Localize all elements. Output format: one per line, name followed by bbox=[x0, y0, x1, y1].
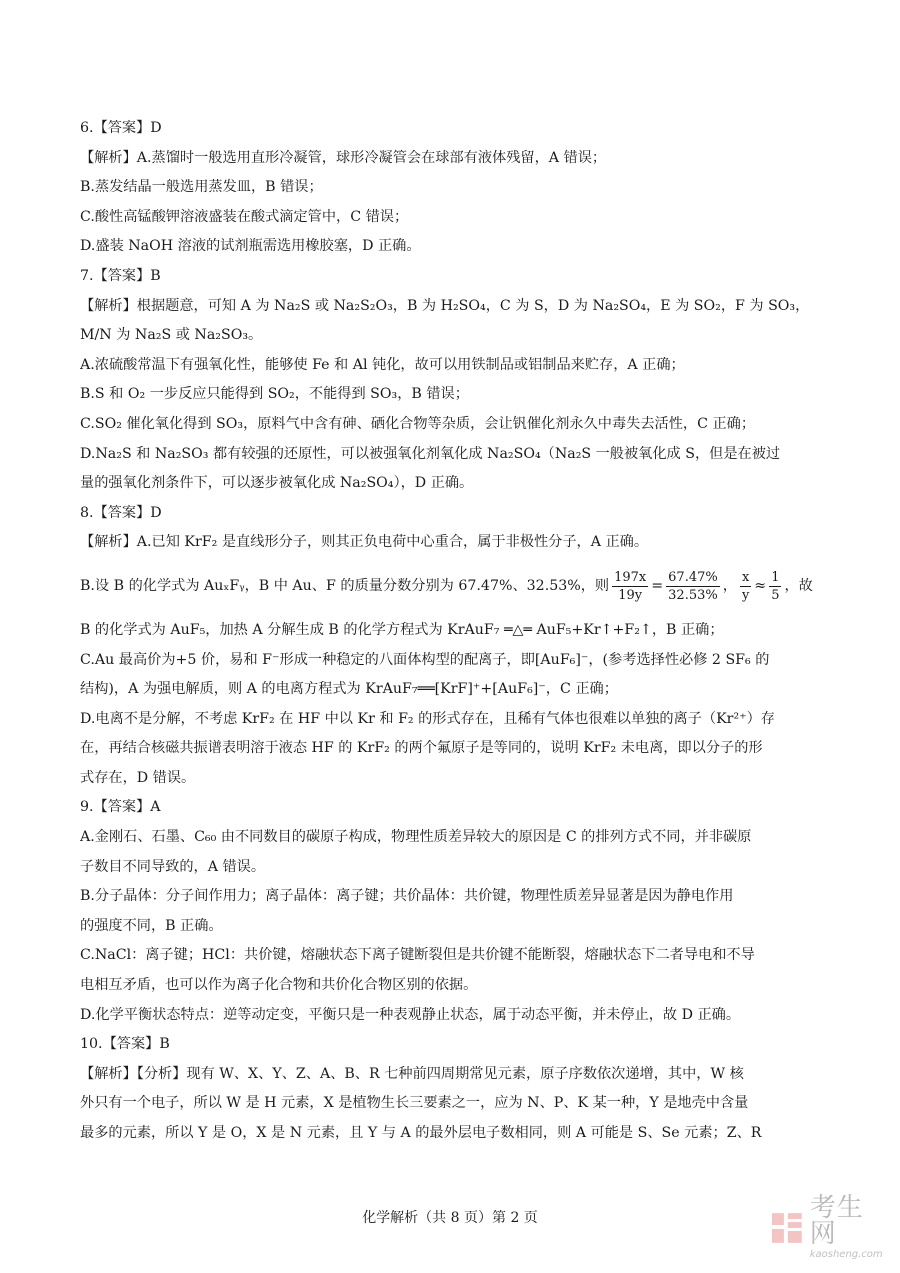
q10-analysis-cont2: 最多的元素，所以 Y 是 O，X 是 N 元素，且 Y 与 A 的最外层电子数相同，则 A 可能是 S、Se 元素；Z、R bbox=[80, 1125, 762, 1141]
q7-analysis-intro: 【解析】根据题意，可知 A 为 Na₂S 或 Na₂S₂O₃，B 为 H₂SO₄，C 为 S，D 为 Na₂SO₄，E 为 SO₂，F 为 SO₃， bbox=[80, 297, 810, 314]
fraction-numerator: 1 bbox=[771, 570, 780, 586]
q6-analysis-a: 【解析】A.蒸馏时一般选用直形冷凝管，球形冷凝管会在球部有液体残留，A 错误； bbox=[80, 149, 607, 166]
q10-answer: 10.【答案】B bbox=[80, 1036, 170, 1053]
q6-analysis-b: B.蒸发结晶一般选用蒸发皿，B 错误； bbox=[80, 179, 323, 196]
fraction-numerator: x bbox=[741, 570, 750, 586]
watermark bbox=[770, 1193, 890, 1260]
fraction-denominator: 5 bbox=[771, 588, 780, 604]
q6-analysis-d: D.盛装 NaOH 溶液的试剂瓶需选用橡胶塞，D 正确。 bbox=[80, 238, 421, 255]
fraction-numerator: 67.47% bbox=[668, 570, 718, 586]
q9-analysis-c-cont: 电相互矛盾，也可以作为离子化合物和共价化合物区别的依据。 bbox=[80, 977, 478, 994]
q9-answer: 9.【答案】A bbox=[80, 799, 161, 816]
formula-suffix: ，故 bbox=[784, 578, 813, 595]
q9-analysis-b-cont: 的强度不同，B 正确。 bbox=[80, 917, 223, 934]
q8-analysis-c: C.Au 最高价为+5 价，易和 F⁻形成一种稳定的八面体构型的配离子，即[AuF₆]⁻，(参考选择性必修 2 SF₆ 的 bbox=[80, 651, 770, 668]
watermark-brand: 考生网 bbox=[809, 1193, 864, 1249]
fraction-1-5 bbox=[769, 569, 781, 604]
q7-analysis-d: D.Na₂S 和 Na₂SO₃ 都有较强的还原性，可以被强氧化剂氧化成 Na₂SO₄（Na₂S 一般被氧化成 S，但是在被过 bbox=[80, 445, 781, 462]
equals-sign: = bbox=[651, 578, 664, 595]
q7-analysis-c: C.SO₂ 催化氧化得到 SO₃，原料气中含有砷、硒化合物等杂质，会让钒催化剂永久中毒失去活性，C 正确； bbox=[80, 415, 756, 432]
q9-analysis-c: C.NaCl：离子键；HCl：共价键，熔融状态下离子键断裂但是共价键不能断裂，熔融状态下二者导电和不导 bbox=[80, 947, 755, 964]
approx-sign: ≈ bbox=[754, 578, 767, 595]
q8-analysis-c-cont: 结构)，A 为强电解质，则 A 的电离方程式为 KrAuF₇══[KrF]⁺+[AuF₆]⁻，C 正确； bbox=[80, 681, 618, 698]
kaosheng-logo-icon bbox=[770, 1211, 804, 1245]
fraction-denominator: 19y bbox=[618, 588, 643, 604]
q7-analysis-b: B.S 和 O₂ 一步反应只能得到 SO₂，不能得到 SO₃，B 错误； bbox=[80, 386, 469, 403]
fraction-numerator: 197x bbox=[614, 570, 647, 586]
fraction-denominator: 32.53% bbox=[668, 588, 718, 604]
q8-analysis-d-cont: 在，再结合核磁共振谱表明溶于液态 HF 的 KrF₂ 的两个氟原子是等同的，说明 KrF₂ 未电离，即以分子的形 bbox=[80, 740, 763, 757]
watermark-text bbox=[810, 1195, 890, 1260]
q8-answer: 8.【答案】D bbox=[80, 504, 162, 521]
q8-analysis-b-formula bbox=[80, 558, 822, 616]
q9-analysis-a-cont: 子数目不同导致的，A 错误。 bbox=[80, 858, 266, 875]
fraction-percent bbox=[666, 569, 720, 604]
fraction-x-y bbox=[740, 569, 751, 604]
q7-analysis-a: A.浓硫酸常温下有强氧化性，能够使 Fe 和 Al 钝化，故可以用铁制品或铝制品来贮存，A 正确； bbox=[80, 356, 685, 373]
q10-analysis: 【解析】【分析】现有 W、X、Y、Z、A、B、R 七种前四周期常见元素，原子序数依次递增，其中，W 核 bbox=[80, 1065, 744, 1082]
q6-answer: 6.【答案】D bbox=[80, 120, 162, 136]
watermark-url: kaosheng.com bbox=[809, 1249, 883, 1260]
q9-analysis-b: B.分子晶体：分子间作用力；离子晶体：离子键；共价晶体：共价键，物理性质差异显著是因为静电作用 bbox=[80, 888, 734, 905]
q6-analysis-c: C.酸性高锰酸钾溶液盛装在酸式滴定管中，C 错误； bbox=[80, 208, 409, 225]
fraction-denominator: y bbox=[741, 588, 750, 604]
q8-analysis-d: D.电离不是分解，不考虑 KrF₂ 在 HF 中以 Kr 和 F₂ 的形式存在，且稀有气体也很难以单独的离子（Kr²⁺）存 bbox=[80, 710, 775, 727]
page-footer: 化学解析（共 8 页）第 2 页 bbox=[362, 1210, 538, 1226]
q9-analysis-a: A.金刚石、石墨、C₆₀ 由不同数目的碳原子构成，物理性质差异较大的原因是 C 的排列方式不同，并非碳原 bbox=[80, 829, 752, 846]
formula-prefix: B.设 B 的化学式为 AuₓFᵧ，B 中 Au、F 的质量分数分别为 67.47%、32.53%，则 bbox=[80, 578, 610, 595]
q8-analysis-a: 【解析】A.已知 KrF₂ 是直线形分子，则其正负电荷中心重合，属于非极性分子，A 正确。 bbox=[80, 534, 649, 551]
separator: ， bbox=[722, 578, 737, 595]
q7-answer: 7.【答案】B bbox=[80, 267, 161, 284]
q7-analysis-d-cont: 量的强氧化剂条件下，可以逐步被氧化成 Na₂SO₄），D 正确。 bbox=[80, 475, 474, 492]
q8-analysis-d-end: 式存在，D 错误。 bbox=[80, 769, 196, 786]
q10-analysis-cont: 外只有一个电子，所以 W 是 H 元素，X 是植物生长三要素之一，应为 N、P、K 某一种，Y 是地壳中含量 bbox=[80, 1095, 749, 1112]
q9-analysis-d: D.化学平衡状态特点：逆等动定变，平衡只是一种表观静止状态，属于动态平衡，并未停止，故 D 正确。 bbox=[80, 1006, 741, 1023]
q8-analysis-b-cont: B 的化学式为 AuF₅，加热 A 分解生成 B 的化学方程式为 KrAuF₇ ═△═ AuF₅+Kr↑+F₂↑，B 正确； bbox=[80, 621, 724, 638]
q7-analysis-intro-cont: M/N 为 Na₂S 或 Na₂SO₃。 bbox=[80, 327, 263, 344]
fraction-197x-19y bbox=[612, 569, 648, 604]
answer-explanations bbox=[80, 114, 822, 1149]
